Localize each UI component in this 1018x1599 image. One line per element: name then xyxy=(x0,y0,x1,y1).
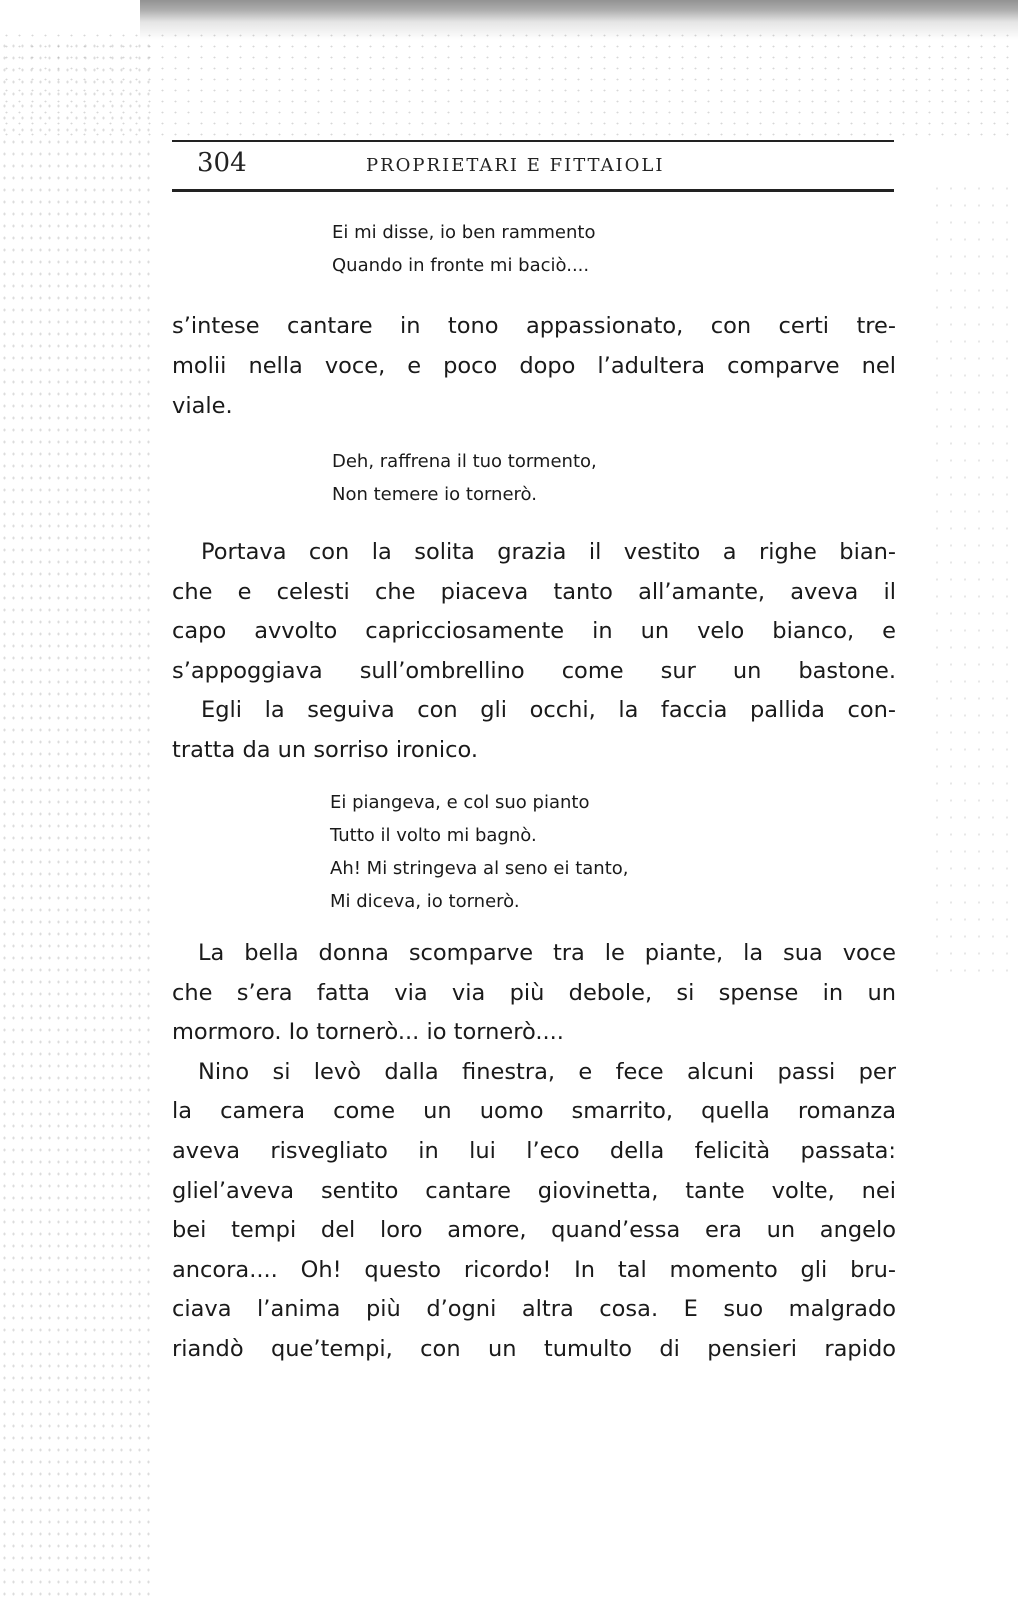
verse-line: Ei mi disse, io ben rammento xyxy=(332,222,596,243)
verse-stanza-3 xyxy=(330,786,629,918)
text-line: la camera come un uomo smarrito, quella romanza xyxy=(172,1098,896,1125)
header-rule-top xyxy=(172,140,894,142)
paragraph-2 xyxy=(172,533,896,770)
verse-stanza-2 xyxy=(332,445,597,511)
verse-line: Mi diceva, io tornerò. xyxy=(330,891,520,912)
verse-line: Tutto il volto mi bagnò. xyxy=(330,825,537,846)
verse-line: Ei piangeva, e col suo pianto xyxy=(330,792,590,813)
text-line: che e celesti che piaceva tanto all’amante, aveva il xyxy=(172,578,896,605)
text-line: Portava con la solita grazia il vestito a righe bian- xyxy=(201,539,896,565)
page-number: 304 xyxy=(197,148,247,178)
scan-noise-right-edge xyxy=(930,180,1018,980)
text-line: riandò que’tempi, con un tumulto di pensieri rapido xyxy=(172,1335,896,1362)
text-line: gliel’aveva sentito cantare giovinetta, tante volte, nei xyxy=(172,1177,896,1204)
paragraph-3 xyxy=(172,934,896,1370)
text-line: mormoro. Io tornerò... io tornerò.... xyxy=(172,1019,564,1046)
text-line: s’appoggiava sull’ombrellino come sur un bastone. xyxy=(172,657,896,684)
text-line: La bella donna scomparve tra le piante, la sua voce xyxy=(198,940,896,966)
verse-line: Deh, raffrena il tuo tormento, xyxy=(332,451,597,472)
scan-noise-left-edge xyxy=(0,40,150,1599)
text-line: tratta da un sorriso ironico. xyxy=(172,736,479,763)
text-line: che s’era fatta via via più debole, si spense in un xyxy=(172,979,896,1006)
text-line: ancora.... Oh! questo ricordo! In tal momento gli bru- xyxy=(172,1256,896,1283)
verse-stanza-1 xyxy=(332,216,595,282)
text-line: Nino si levò dalla finestra, e fece alcuni passi per xyxy=(198,1058,896,1085)
text-line: capo avvolto capricciosamente in un velo bianco, e xyxy=(172,618,896,644)
verse-line: Quando in fronte mi baciò.... xyxy=(332,255,590,276)
scan-noise-top xyxy=(0,30,1018,140)
paragraph-1 xyxy=(172,306,896,426)
verse-line: Ah! Mi stringeva al seno ei tanto, xyxy=(330,858,629,879)
text-line: ciava l’anima più d’ogni altra cosa. E suo malgrado xyxy=(172,1296,896,1323)
verse-line: Non temere io tornerò. xyxy=(332,484,537,505)
running-title: PROPRIETARI E FITTAIOLI xyxy=(366,155,665,176)
text-line: viale. xyxy=(172,393,233,419)
text-line: s’intese cantare in tono appassionato, con certi tre- xyxy=(172,313,896,339)
text-line: aveva risvegliato in lui l’eco della felicità passata: xyxy=(172,1137,896,1164)
text-line: molii nella voce, e poco dopo l’adultera comparve nel xyxy=(172,353,896,379)
header-rule-bottom xyxy=(172,189,894,192)
text-line: Egli la seguiva con gli occhi, la faccia pallida con- xyxy=(201,697,896,723)
text-line: bei tempi del loro amore, quand’essa era un angelo xyxy=(172,1217,896,1244)
